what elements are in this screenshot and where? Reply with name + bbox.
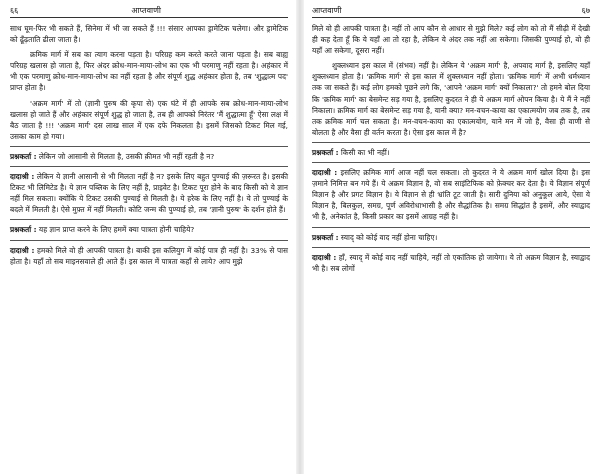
qa-paragraph — [10, 171, 288, 215]
paragraph: मिले वो ही आपकी पात्रता है। नहीं तो आप कौन से आधार से मुझे मिले? कई लोग को तो मैं सीढ़ी में देखी ही कह देता हूँ कि ये यहाँ आ तो रहा है, लेकिन ये अंदर तक नहीं आ सकेगा। जिसकी पुण्याई हो, वो ही यहाँ आ सकेगा, दूसरा नहीं। — [312, 24, 590, 56]
qa-paragraph — [10, 151, 288, 162]
divider — [10, 219, 288, 220]
divider — [10, 166, 288, 167]
right-page-header — [312, 4, 590, 18]
left-page-number: ६६ — [10, 6, 19, 15]
paragraph: क्रमिक मार्ग में सब का त्याग करना पड़ता है। परिग्रह कम करते करते जाना पड़ता है। सब बाह्य परिग्रह खलास हो जाता है, फिर अंदर क्रोध-मान-माया-लोभ का एक भी परमाणु नहीं रहता है। अहंकार में भी एक परमाणु क्रोध-मान-माया-लोभ का नहीं रहता है और संपूर्ण शुद्ध अहंकार होता है, तब 'शुद्धात्म पद' प्राप्त होता है। — [10, 50, 288, 93]
left-running-title: आप्तवाणी — [131, 6, 161, 15]
qa-paragraph — [10, 224, 288, 235]
speaker-label: दादाश्री : — [312, 252, 337, 262]
speaker-label: प्रश्नकर्ता : — [312, 147, 339, 157]
qa-paragraph — [312, 232, 590, 243]
speaker-label: प्रश्नकर्ता : — [312, 232, 339, 242]
paragraph: 'अक्रम मार्ग' में तो (ज्ञानी पुरुष की कृपा से) एक घंटे में ही आपके सब क्रोध-मान-माया-लोभ खलास हो जाते हैं और अहंकार संपूर्ण शुद्ध हो जाता है, तब ही आपको निरंतर 'मैं शुद्धात्मा हूँ' ऐसा लक्ष में बैठ जाता है !!! 'अक्रम मार्ग' दस लाख साल में एक दफे निकलता है। इसमें जिसको टिकट मिल गई, उसका काम हो गया। — [10, 98, 288, 141]
left-page-body — [10, 23, 288, 267]
paragraph: साथ घूम-फिर भी सकते हैं, सिनेमा में भी जा सकते हैं !!! संसार आपका ड्रामेटिक चलेगा। और ड्रामेटिक को ढूँढ़ताति ढीला जाता है। — [10, 24, 288, 45]
divider — [10, 240, 288, 241]
speaker-label: प्रश्नकर्ता : — [10, 151, 37, 161]
speaker-label: दादाश्री : — [10, 245, 35, 255]
qa-paragraph — [312, 167, 590, 222]
qa-text: लेकिन जो आसानी से मिलता है, उसकी क़ीमत भी नहीं रहती है न? — [36, 151, 215, 161]
divider — [312, 142, 590, 143]
qa-paragraph — [312, 147, 590, 158]
qa-text: स्याद् को कोई वाद नहीं होना चाहिए। — [338, 232, 438, 242]
right-page-body — [312, 23, 590, 274]
divider — [10, 146, 288, 147]
speaker-label: दादाश्री : — [312, 168, 338, 178]
paragraph: शुक्लध्यान इस काल में (संभव) नहीं है। लेकिन ये 'अक्रम मार्ग' है, अपवाद मार्ग है, इसलिए यहाँ शुक्लध्यान होता है। 'क्रमिक मार्ग' से इस काल में शुक्लध्यान नहीं होता। 'क्रमिक मार्ग' में अभी धर्मध्यान तक जा सकते हैं। कई लोग हमको पूछने लगे कि, 'आपने 'अक्रम मार्ग' क्यों निकाला?' तो हमने बोल दिया कि 'क्रमिक मार्ग' का बेसमेन्ट सड़ गया है, इसलिए कुदरत ने ही ये अक्रम मार्ग ओपन किया है। ये मैं ने नहीं निकाला। क्रमिक मार्ग का बेसमेन्ट सड़ गया है, यानी क्या? मन-वचन-काया का एकात्मयोग जब तक है, तब तक क्रमिक मार्ग चल सकता है। मन-वचन-काया का एकात्मयोग, याने मन में जो है, वैसा ही वाणी से बोलता है और वैसा ही वर्तन करता है। ऐसा इस काल में है? — [312, 61, 590, 137]
book-gutter — [296, 0, 304, 474]
right-running-title: आप्तवाणी — [312, 6, 342, 15]
qa-paragraph — [312, 252, 590, 274]
divider — [312, 247, 590, 248]
speaker-label: प्रश्नकर्ता : — [10, 225, 37, 235]
divider — [312, 227, 590, 228]
left-page-header — [10, 4, 288, 18]
qa-text: यह ज्ञान प्राप्त करने के लिए हममें क्या पात्रता होनी चाहिये? — [36, 225, 195, 235]
qa-paragraph — [10, 245, 288, 267]
qa-text: हमको मिले वो ही आपकी पात्रता है। बाकी इस कलियुग में कोई पात्र ही नहीं है। 33% से पास होता है। यहाँ तो सब माइनसवाले ही आते हैं। इस काल में पात्रता कहाँ से लाये? आप मुझे — [10, 245, 288, 266]
divider — [312, 162, 590, 163]
right-page — [304, 0, 600, 474]
qa-text: इसलिए क्रमिक मार्ग आज नहीं चल सकता। तो कुदरत ने ये अक्रम मार्ग खोल दिया है। इस ज़माने निमित्त बन गये हैं। ये अक्रम विज्ञान है, वो सब साइंटिफिक को फ़ेक्चर कर देता है। ये विज्ञान संपूर्ण विज्ञान है और प्रगट विज्ञान है। ये विज्ञान से ही भ्रांति टूट जाती है। सारी दुनिया को अनुकूल आये, ऐसा ये विज्ञान है, बिलकुल, समग्र, पूर्ण अविरोधाभासी है और सैद्धांतिक है। समग्र सिद्धांत है इसमें, और स्याद्वाद भी है, अनेकांत है, किसी प्रकार का इसमें आग्रह नहीं है। — [312, 168, 590, 222]
qa-text: लेकिन ये ज्ञानी आसानी से भी मिलता नहीं है न? इसके लिए बहुत पुण्याई की ज़रूरत है। इसकी टिकट भी लिमिटेड है। ये ज्ञान पब्लिक के लिए नहीं है, प्राइवेट है। टिकट पूरा होने के बाद किसी को ये ज्ञान नहीं मिल सकता। क्योंकि ये टिकट उसकी पुण्याई से मिलती है। ये हरेक के लिए नहीं है। ये तो पुण्याई के बदले में मिलती है। ऐसे मुफ़्त में नहीं मिलती। कोटि जन्म की पुण्याई हो, तब 'ज्ञानी पुरुष' के दर्शन होते हैं। — [10, 172, 288, 215]
qa-text: किसी का भी नहीं। — [338, 147, 390, 157]
qa-text: हाँ, स्याद् में कोई वाद नहीं चाहिये, नहीं तो एकांतिक हो जायेगा। ये तो अक्रम विज्ञान है, स्याद्वाद भी है। सब लोगों — [312, 252, 590, 273]
speaker-label: दादाश्री : — [10, 172, 35, 182]
right-page-number: ६७ — [581, 6, 590, 15]
left-page — [0, 0, 296, 474]
